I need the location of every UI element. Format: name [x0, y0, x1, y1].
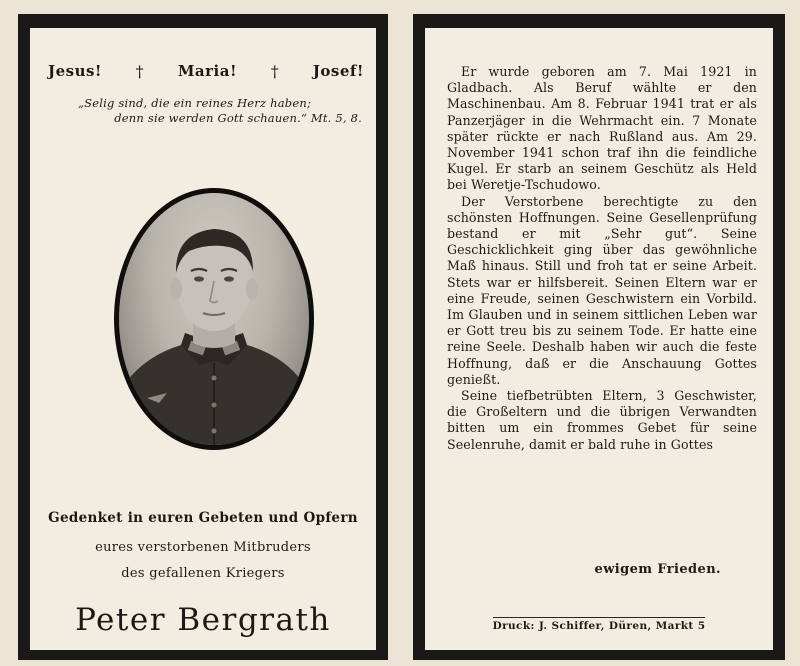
soldier-portrait — [119, 193, 309, 445]
right-card — [413, 14, 785, 660]
portrait-frame — [114, 188, 314, 450]
portrait-illustration — [119, 193, 309, 445]
biography-paragraph-2: Der Verstorbene berechtigte zu den schönsten Hoffnungen. Seine Gesellenprüfung bestand er mit „Sehr gut“. Seine Geschicklichkeit ging über das gewöhnliche Maß hinaus. Still und froh tat er seine Arbeit. Stets war er hilfsbereit. Seinen Eltern war er eine Freude, seinen Geschwistern ein Vorbild. Im Glauben und in seinem sittlichen Leben war er Gott treu bis zu seinem Tode. Er hatte eine reine Seele. Deshalb haben wir auch die feste Hoffnung, daß er die Anschauung Gottes genießt. — [447, 193, 757, 387]
bible-verse — [78, 96, 366, 126]
left-card-inner — [30, 28, 376, 650]
invocation-maria: Maria! — [177, 62, 238, 80]
memorial-line-3: des gefallenen Kriegers — [121, 566, 285, 581]
deceased-name: Peter Bergrath — [75, 602, 331, 638]
right-card-inner — [425, 28, 773, 650]
printer-imprint-text: Druck: J. Schiffer, Düren, Markt 5 — [493, 617, 706, 632]
verse-line-2: denn sie werden Gott schauen.“ Mt. 5, 8. — [114, 111, 362, 125]
printer-imprint — [425, 620, 773, 632]
left-card — [18, 14, 388, 660]
cross-icon: † — [135, 62, 145, 81]
biography-paragraph-1: Er wurde geboren am 7. Mai 1921 in Gladbach. Als Beruf wählte er den Maschinenbau. Am 8. Februar 1941 trat er als Panzerjäger in die Wehrmacht ein. 7 Monate später rückte er nach Rußland aus. Am 29. November 1941 schon traf ihn die feindliche Kugel. Er starb an seinem Geschütz als Held bei Weretje-Tschudowo. — [447, 64, 757, 193]
verse-line-1: „Selig sind, die ein reines Herz haben; — [78, 96, 312, 110]
invocation-line — [30, 62, 376, 81]
invocation-josef: Josef! — [312, 62, 364, 80]
closing-words: ewigem Frieden. — [594, 562, 721, 577]
invocation-jesus: Jesus! — [48, 62, 103, 80]
biography-text — [447, 64, 757, 453]
memorial-line-1: Gedenket in euren Gebeten und Opfern — [48, 510, 358, 526]
biography-paragraph-3: Seine tiefbetrübten Eltern, 3 Geschwister, die Großeltern und die übrigen Verwandten bitten um ein frommes Gebet für seine Seelenruhe, damit er bald ruhe in Gottes — [447, 388, 757, 452]
cross-icon: † — [270, 62, 280, 81]
memorial-line-2: eures verstorbenen Mitbruders — [95, 540, 311, 555]
